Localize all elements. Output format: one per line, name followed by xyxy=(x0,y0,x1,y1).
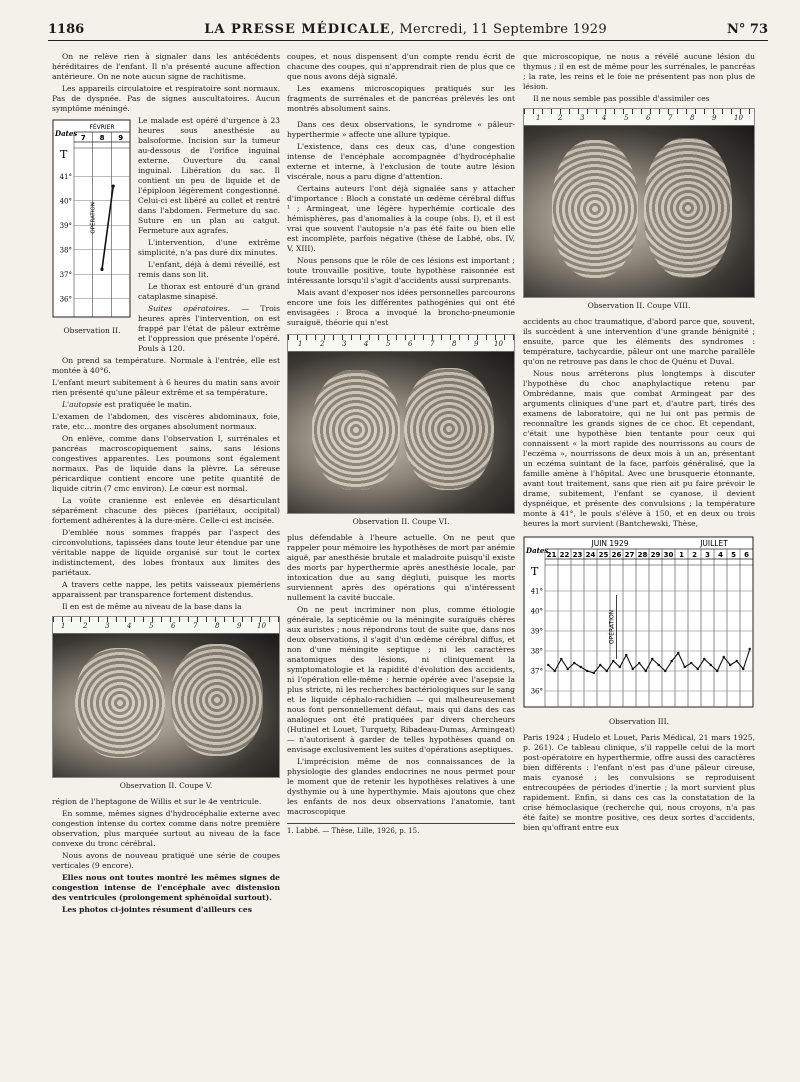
y-tick-label: 40° xyxy=(530,607,543,616)
temperature-point xyxy=(749,648,751,650)
y-tick-label: 41° xyxy=(59,172,72,181)
brain-section-photo xyxy=(53,634,279,777)
temperature-point xyxy=(710,664,712,666)
month-label: JUILLET xyxy=(700,539,728,548)
ruler-number: 8 xyxy=(452,340,457,348)
operation-annotation: OPÉRATION xyxy=(90,202,97,234)
temperature-point xyxy=(632,668,634,670)
temperature-point xyxy=(573,662,575,664)
paragraph-text: — Trois heures après l'intervention, on est frappé par l'état de pâleur extrême et l'oppression que présente l'opéré. Pouls à 120. xyxy=(138,304,281,353)
day-label: 5 xyxy=(731,551,736,559)
temperature-point xyxy=(612,660,614,662)
left-hemisphere xyxy=(312,370,400,490)
paragraph: Les appareils circulatoire et respiratoire sont normaux. Pas de dyspnée. Pas de signes auscultatoires. Aucun symptôme méningé. xyxy=(52,84,280,113)
paragraph: On ne peut incriminer non plus, comme étiologie générale, la septicémie ou la méningite suraiguës chères aux auristes ; nous répondrons tout de suite que, dans nos deux observations, il s'agit d'un œdème cérébral diffus, et non d'une méningite septique ; ni les caractères anatomiques des lésions, ni cliniquement la symptomatologie et la rapidité d'évolution des accidents, ni l'opération elle-même : hernie opérée avec l'asepsie la plus stricte, ni les recherches bactériologiques sur le sang et le liquide céphalo-rachidien — qui malheureusement nous font personnellement défaut, mais qui dans des cas analogues ont été pratiquées par divers chercheurs (Hutinel et Louet, Turquety, Ribadeau-Dumas, Armingeat) — n'autorisent à garder de telles hypothèses quand on envisage exclusivement les suites d'opérations aseptiques. xyxy=(287,605,515,754)
paragraph: Les photos ci-jointes résument d'ailleurs ces xyxy=(62,905,252,914)
right-hemisphere xyxy=(404,368,494,490)
temperature-point xyxy=(100,268,103,271)
section-label: Suites opératoires. xyxy=(148,304,230,313)
column-2 xyxy=(287,52,515,836)
obs2-chart-caption: Observation II. xyxy=(63,326,121,335)
obs3-chart-caption: Observation III. xyxy=(609,717,669,726)
paragraph: que microscopique, ne nous a révélé aucune lésion du thymus ; il en est de même pour les surrénales, le pancréas ; la rate, les reins et le foie ne présentent pas non plus de lésion. xyxy=(523,52,755,91)
chart-and-text-block xyxy=(52,116,280,356)
right-hemisphere xyxy=(171,644,263,756)
ruler-number: 7 xyxy=(430,340,435,348)
y-tick-label: 41° xyxy=(530,587,543,596)
paragraph: On enlève, comme dans l'observation I, surrénales et pancréas macroscopiquement sains, sans lésions congestives apparentes. Les poumons sont également normaux. Pas de liquide dans la plèvre. La séreuse péricardique contient encore une petite quantité de liquide citrin (7 cmc environ). Le cœur est normal. xyxy=(52,434,280,493)
section-label: L'autopsie xyxy=(62,400,102,409)
paragraph: Mais avant d'exposer nos idées personnelles parcourons encore une fois les différentes pathogénies qui ont été envisagées : Broca a invoqué la broncho-pneumonie suraiguë, théorie qui n'est xyxy=(287,288,515,327)
y-tick-label: 36° xyxy=(59,295,72,304)
temperature-point xyxy=(664,670,666,672)
paragraph: Le thorax est entouré d'un grand cataplasme sinapisé. xyxy=(138,282,280,301)
ruler-number: 6 xyxy=(171,622,176,630)
ruler-number: 10 xyxy=(257,622,266,630)
obs2-temperature-chart xyxy=(52,116,132,321)
paragraph: coupes, et nous dispensent d'un compte rendu écrit de chacune des coupes, qui n'apprendrait rien de plus que ce que nous avons déjà signalé. xyxy=(287,52,515,81)
temperature-point xyxy=(651,658,653,660)
temperature-point xyxy=(690,662,692,664)
month-label: JUIN 1929 xyxy=(591,539,629,548)
dates-label: Dates xyxy=(526,546,549,555)
y-axis-label: T xyxy=(60,148,68,161)
ruler-number: 1 xyxy=(536,114,541,122)
temperature-point xyxy=(658,664,660,666)
day-label: 24 xyxy=(585,551,596,559)
figure-caption: Observation II. Coupe VIII. xyxy=(587,301,691,310)
paragraph: plus défendable à l'heure actuelle. On ne peut que rappeler pour mémoire les hypothèses de mort par anémie aiguë, par anesthésie brutale et maladroite puisqu'il existe des morts par hyperthermie après anesthésie locale, par intoxication due au sang dégluti, puisque les morts surviennent après des opérations qui n'intéressent nullement la cavité buccale. xyxy=(287,533,515,602)
ruler-number: 2 xyxy=(83,622,88,630)
day-label: 25 xyxy=(598,551,609,559)
y-axis-label: T xyxy=(531,565,539,578)
day-label: 2 xyxy=(692,551,697,559)
temperature-point xyxy=(560,658,562,660)
day-label: 8 xyxy=(99,134,105,142)
figure-coupe-vi xyxy=(287,334,515,514)
temperature-point xyxy=(547,664,549,666)
temperature-point xyxy=(599,664,601,666)
paragraph: Il en est de même au niveau de la base dans la xyxy=(62,602,242,611)
ruler-number: 5 xyxy=(149,622,154,630)
ruler-number: 7 xyxy=(668,114,673,122)
ruler-number: 8 xyxy=(215,622,220,630)
paragraph: L'enfant, déjà à demi réveillé, est remis dans son lit. xyxy=(138,260,280,279)
ruler-number: 6 xyxy=(646,114,651,122)
paragraph: L'intervention, d'une extrême simplicité, n'a pas duré dix minutes. xyxy=(138,238,280,257)
paragraph: Nous avons de nouveau pratiqué une série de coupes verticales (9 encore). xyxy=(52,851,280,870)
y-tick-label: 37° xyxy=(530,667,543,676)
paragraph: accidents au choc traumatique, d'abord parce que, souvent, ils succèdent à une intervention d'une grande bénignité ; ensuite, parce que les éléments des syndromes : température, tachycardie, pâleur ont une marche parallèle qu'on ne retrouve pas dans le choc de Quénu et Duval. xyxy=(523,317,755,366)
paragraph: D'emblée nous sommes frappés par l'aspect des circonvolutions, tapissées dans toute leur étendue par une véritable nappe de liquide organisé sur tout le cortex indistinctement, des lobes frontaux aux limites des pariétaux. xyxy=(52,528,280,577)
paragraph xyxy=(138,304,280,354)
temperature-point xyxy=(703,658,705,660)
ruler-number: 7 xyxy=(193,622,198,630)
paragraph: A travers cette nappe, les petits vaisseaux piemériens apparaissent par transparence fortement distendus. xyxy=(52,580,280,599)
paragraph: Dans ces deux observations, le syndrome « pâleur-hyperthermie » affecte une allure typique. xyxy=(287,120,515,139)
temperature-point xyxy=(671,660,673,662)
temperature-point xyxy=(736,660,738,662)
issue-date: , Mercredi, 11 Septembre 1929 xyxy=(390,21,607,37)
y-tick-label: 39° xyxy=(59,221,72,230)
paragraph: Certains auteurs l'ont déjà signalée sans y attacher d'importance : Bloch a constaté un œdème cérébral diffus ¹ ; Armingeat, une légère hyperhémie corticale des hémisphères, pas d'anomalies à la coupe (obs. I), et il est vrai que souvent l'autopsie n'a pas été faite ou bien elle est incomplète, parfois négative (thèse de Labbé, obs. IV, V, XIII). xyxy=(287,184,515,253)
paragraph: Elles nous ont toutes montré les mêmes signes de congestion intense de l'encéphale avec distension des ventricules (prolongement sphénoïdal surtout). xyxy=(52,873,280,902)
day-label: 23 xyxy=(572,551,583,559)
brain-section-photo xyxy=(288,352,514,513)
ruler-number: 9 xyxy=(474,340,479,348)
paragraph: Paris 1924 ; Hudelo et Louet, Paris Médical, 21 mars 1925, p. 261). Ce tableau clinique, s'il rappelle celui de la mort post-opératoire en hyperthermie, offre aussi des caractères bien différents : l'enfant n'est pas d'une pâleur cireuse, mais cyanosé ; les convulsions se reproduisent entrecoupées de périodes d'inertie ; la mort survient plus rapidement. Enfin, si dans ces cas la constatation de la crise hémoclasique (recherche qui, nous croyons, n'a pas été faite) se montre positive, ces deux sortes d'accidents, bien qu'offrant entre eux xyxy=(523,733,755,832)
left-hemisphere xyxy=(75,648,165,758)
figure-caption: Observation II. Coupe VI. xyxy=(352,517,450,526)
journal-name: LA PRESSE MÉDICALE xyxy=(204,21,391,37)
day-label: 4 xyxy=(718,551,723,559)
day-label: 22 xyxy=(559,551,570,559)
y-tick-label: 36° xyxy=(530,687,543,696)
month-label: FÉVRIER xyxy=(89,124,115,131)
temperature-point xyxy=(112,184,115,187)
paragraph: L'imprécision même de nos connaissances de la physiologie des glandes endocrines ne nous permet pour le moment que de retenir les hypothèses relatives à une dysthymie ou à une hyperthymie. Mais ajoutons que chez les enfants de nos deux observations l'anatomie, tant macroscopique xyxy=(287,757,515,816)
day-label: 30 xyxy=(663,551,674,559)
paragraph: Le malade est opéré d'urgence à 23 heures sous anesthésie au balsoforme. Incision sur la tumeur au-dessous de l'orifice inguinal externe. Ouverture du canal inguinal. Libération du sac. Il contient un peu de liquide et de l'épiploon légèrement congestionné. Celui-ci est libéré au collet et rentré dans l'abdomen. Fermeture du sac. Suture en un plan au catgut. Fermeture aux agrafes. xyxy=(138,116,280,235)
y-tick-label: 38° xyxy=(530,647,543,656)
ruler-number: 5 xyxy=(624,114,629,122)
obs3-temperature-chart xyxy=(523,533,755,711)
paragraph: Nous nous arrêterons plus longtemps à discuter l'hypothèse du choc anaphylactique retenu par Ombrédanne, mais que combat Armingeat par des arguments cliniques d'une part et, d'autre part, tirés des examens de laboratoire, qui ne lui ont pas permis de reconnaître les grands signes de ce choc. Et cependant, c'était une hypothèse bien tentante pour ceux qui connaissent « la mort rapide des nourrissons au cours de l'eczéma », nourrissons de deux mois à un an, présentant un eczéma suintant de la face, parfois généralisé, que la famille amène à l'hôpital. Avec une brusquerie étonnante, avant tout traitement, sans que rien ait pu faire prévoir le drame, subitement, l'enfant se cyanose, il devient dyspnéique, et présente des convulsions ; la température monte à 41°, le pouls s'élève à 150, et en deux ou trois heures la mort survient (Bantchewski, Thèse, xyxy=(523,369,755,528)
dates-label: Dates xyxy=(55,129,78,138)
ruler-number: 4 xyxy=(364,340,369,348)
temperature-point xyxy=(580,666,582,668)
paragraph: En somme, mêmes signes d'hydrocéphalie externe avec congestion intense du cortex comme dans notre première observation, plus marquée surtout au niveau de la face convexe du tronc cérébral. xyxy=(52,809,280,848)
figure-caption: Observation II. Coupe V. xyxy=(119,781,213,790)
page-header xyxy=(48,18,768,41)
ruler-number: 4 xyxy=(602,114,607,122)
left-hemisphere xyxy=(552,140,638,278)
paragraph: L'existence, dans ces deux cas, d'une congestion intense de l'encéphale accompagnée d'hydrocéphalie externe et interne, à l'exclusion de toute autre lésion viscérale, nous a paru digne d'attention. xyxy=(287,142,515,181)
temperature-point xyxy=(729,664,731,666)
temperature-point xyxy=(742,668,744,670)
temperature-point xyxy=(625,654,627,656)
ruler-number: 1 xyxy=(298,340,303,348)
figure-coupe-v xyxy=(52,616,280,778)
y-tick-label: 39° xyxy=(530,627,543,636)
column-3 xyxy=(523,52,755,835)
y-tick-label: 38° xyxy=(59,246,72,255)
measuring-ruler xyxy=(524,109,754,126)
ruler-number: 4 xyxy=(127,622,132,630)
day-label: 26 xyxy=(611,551,622,559)
temperature-point xyxy=(554,670,556,672)
ruler-number: 6 xyxy=(408,340,413,348)
y-tick-label: 37° xyxy=(59,270,72,279)
day-label: 9 xyxy=(118,134,124,142)
measuring-ruler xyxy=(288,335,514,352)
operation-text xyxy=(138,116,280,356)
paragraph: Les examens microscopiques pratiqués sur les fragments de surrénales et de pancréas prélevés les ont montrés absolument sains. xyxy=(287,84,515,113)
paragraph xyxy=(52,400,280,410)
paragraph: On ne relève rien à signaler dans les antécédents héréditaires de l'enfant. Il n'a présenté aucune affection antérieure. On ne note aucun signe de rachitisme. xyxy=(52,52,280,81)
chart-frame xyxy=(524,537,753,707)
temperature-point xyxy=(684,666,686,668)
day-label: 7 xyxy=(80,134,86,142)
ruler-number: 9 xyxy=(712,114,717,122)
ruler-number: 1 xyxy=(61,622,66,630)
temperature-point xyxy=(593,672,595,674)
temperature-point xyxy=(606,670,608,672)
operation-annotation: OPÉRATION xyxy=(608,609,616,645)
ruler-number: 5 xyxy=(386,340,391,348)
paragraph: L'enfant meurt subitement à 6 heures du matin sans avoir rien présenté qu'une pâleur extrême et sa température. xyxy=(52,378,280,397)
temperature-point xyxy=(645,670,647,672)
paragraph-text: est pratiquée le matin. xyxy=(101,400,192,409)
temperature-point xyxy=(638,662,640,664)
temperature-point xyxy=(697,668,699,670)
temperature-point xyxy=(567,668,569,670)
ruler-number: 10 xyxy=(734,114,743,122)
page-number: 1186 xyxy=(48,21,85,37)
day-label: 3 xyxy=(705,551,710,559)
ruler-number: 8 xyxy=(690,114,695,122)
paragraph: L'examen de l'abdomen, des viscères abdominaux, foie, rate, etc... montre des organes absolument normaux. xyxy=(52,412,280,431)
day-label: 28 xyxy=(637,551,648,559)
right-hemisphere xyxy=(644,138,732,278)
measuring-ruler xyxy=(53,617,279,634)
footnote: 1. Labbé. — Thèse, Lille, 1926, p. 15. xyxy=(287,823,515,836)
day-label: 29 xyxy=(650,551,661,559)
journal-title xyxy=(204,22,607,37)
ruler-number: 2 xyxy=(320,340,325,348)
figure-coupe-viii xyxy=(523,108,755,298)
paragraph: Nous pensons que le rôle de ces lésions est important ; toute trouvaille positive, toute hypothèse raisonnée est intéressante lorsqu'il s'agit d'accidents aussi surprenants. xyxy=(287,256,515,285)
y-tick-label: 40° xyxy=(59,197,72,206)
day-label: 6 xyxy=(744,551,749,559)
brain-section-photo xyxy=(524,126,754,297)
day-label: 1 xyxy=(679,551,684,559)
day-label: 21 xyxy=(546,551,557,559)
temperature-point xyxy=(619,666,621,668)
issue-number: N° 73 xyxy=(727,21,768,37)
obs2-chart-wrapper xyxy=(52,116,132,356)
temperature-point xyxy=(716,670,718,672)
ruler-number: 3 xyxy=(342,340,347,348)
temperature-point xyxy=(723,656,725,658)
paragraph: Il ne nous semble pas possible d'assimiler ces xyxy=(533,94,710,103)
column-1 xyxy=(52,52,280,917)
paragraph: La voûte cranienne est enlevée en désarticulant séparément chacune des pièces (pariétaux, occipital) fortement adhérentes à la dure-mère. Celle-ci est incisée. xyxy=(52,496,280,525)
paragraph: région de l'heptagone de Willis et sur le 4e ventricule. xyxy=(52,797,262,806)
ruler-number: 3 xyxy=(580,114,585,122)
ruler-number: 9 xyxy=(237,622,242,630)
temperature-point xyxy=(677,652,679,654)
obs3-chart-wrapper xyxy=(523,533,755,727)
temperature-point xyxy=(586,670,588,672)
paragraph: On prend sa température. Normale à l'entrée, elle est montée à 40°6. xyxy=(52,356,280,375)
ruler-number: 10 xyxy=(494,340,503,348)
ruler-number: 2 xyxy=(558,114,563,122)
day-label: 27 xyxy=(624,551,635,559)
ruler-number: 3 xyxy=(105,622,110,630)
